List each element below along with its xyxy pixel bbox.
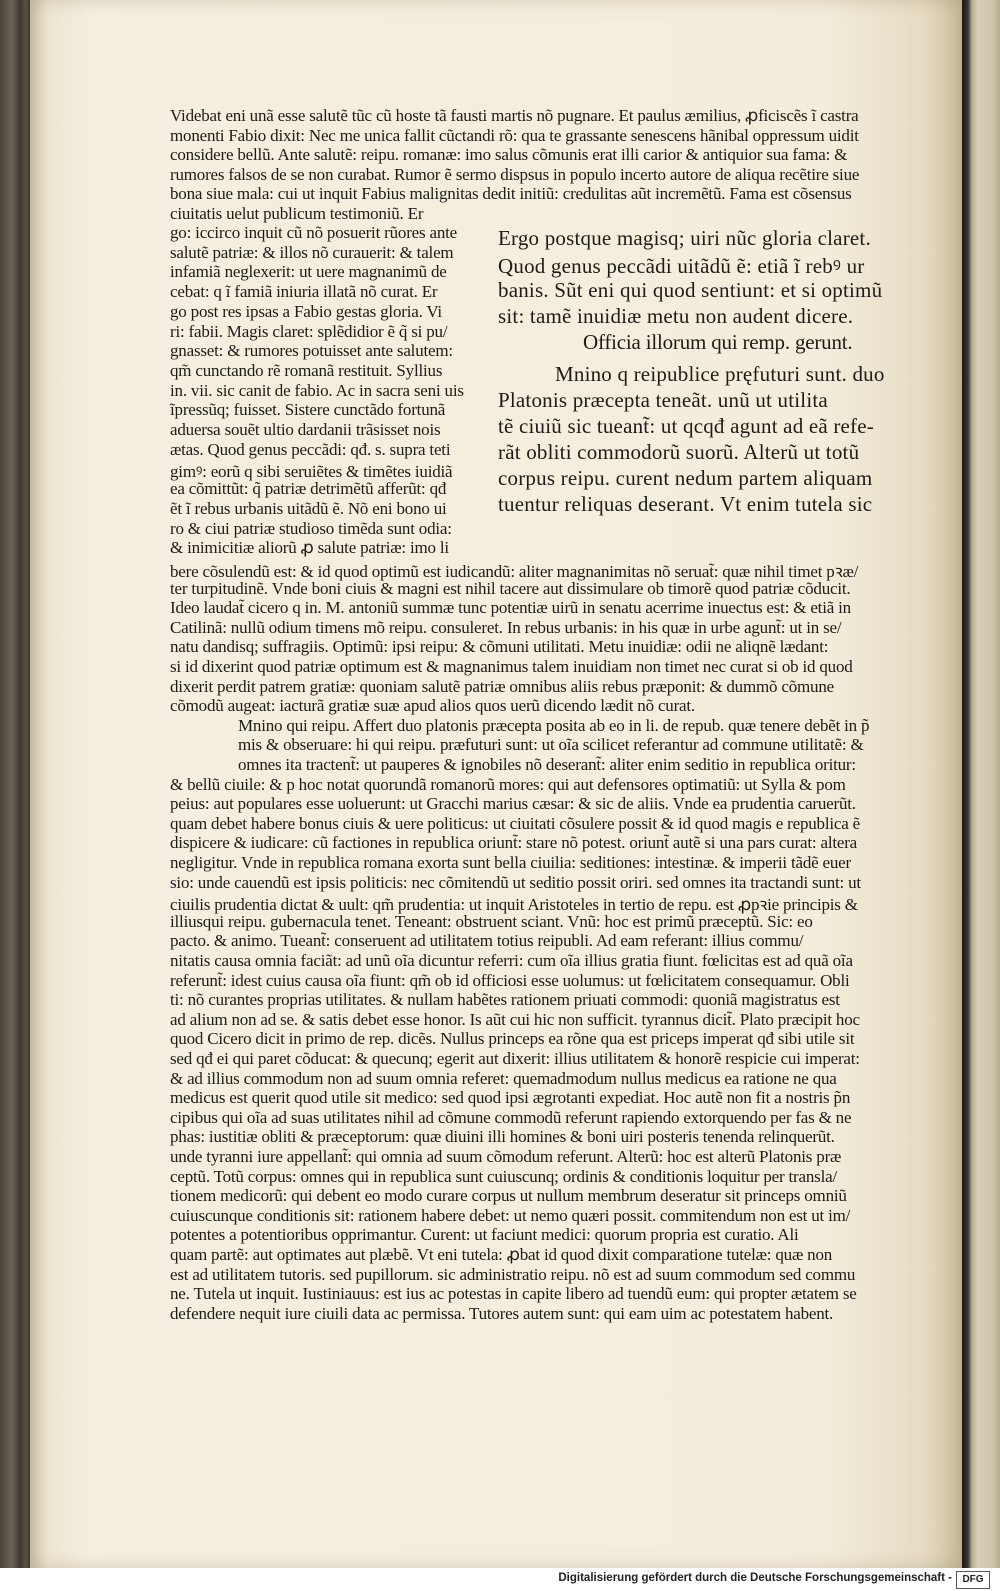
commentary-line: ceptũ. Totũ corpus: omnes qui in republica sunt cuiuscunq; ordinis & conditionis loquitur per transla/	[170, 1166, 837, 1186]
commentary-line: sed qđ ei qui paret cõducat: & quecunq; egerit aut dixerit: illius utilitatem & honorẽ respicie cui imperat:	[170, 1049, 860, 1068]
main-text-line: banis. Sũt eni qui quod sentiunt: et si optimũ	[498, 278, 883, 302]
commentary-line: & bellũ ciuile: & p hoc notat quorundã romanorũ mores: qui aut defensores optimatiũ: ut Sylla & pom	[170, 774, 846, 794]
footer-credit: Digitalisierung gefördert durch die Deutsche Forschungsgemeinschaft -	[558, 1572, 952, 1584]
commentary-line: ad alium non ad se. & satis debet esse honor. Is aũt cui hic non sufficit. tyrannus dicit̃. Plato præcipit hoc	[170, 1009, 860, 1029]
commentary-line: ne. Tutela ut inquit. Iustiniauus: est ius ac potestas in capite libero ad tuendũ eum: qui propter ætatem se	[170, 1284, 857, 1304]
main-text-line: rãt obliti commodorũ suorũ. Alterũ ut totũ	[498, 440, 860, 464]
commentary-line: ro & ciui patriæ studioso timẽda sunt odia:	[170, 518, 452, 538]
commentary-line: qm̃ cunctando rẽ romanã restituit. Syllius	[170, 360, 443, 380]
commentary-line: potentes a potentioribus opprimantur. Curent: ut faciunt medici: quorum propria est curatio. Ali	[170, 1225, 799, 1245]
commentary-line: gimꝰ: eorũ q sibi seruiẽtes & timẽtes iuidiã	[170, 462, 453, 482]
commentary-line: ĩpressũq; fuisset. Sistere cunctãdo fortunã	[170, 400, 446, 420]
commentary-line: defendere nequit iure ciuili data ac permissa. Tutores autem sunt: qui eam uim ac potestatem habent.	[170, 1303, 834, 1323]
commentary-line: peius: aut populares esse uoluerunt: ut Gracchi marius cæsar: & sic de aliis. Vnde ea prudentia caruerũt.	[170, 794, 856, 814]
commentary-line: ciuitatis uelut publicum testimoniũ. Er	[170, 203, 424, 223]
commentary-line: ri: fabii. Magis claret: splẽdidior ẽ q̃ si pu/	[170, 321, 448, 341]
main-text-line: Platonis præcepta teneãt. unũ ut utilita	[498, 388, 828, 412]
commentary-line: go post res ipsas a Fabio gestas gloria. Vi	[170, 301, 442, 321]
commentary-line: Videbat eni unã esse salutẽ tũc cũ hoste tã fausti martis nõ pugnare. Et paulus æmilius, ꝓficiscẽs ĩ castra	[170, 106, 859, 125]
commentary-line: infamiã neglexerit: ut uere magnanimũ de	[170, 262, 447, 282]
commentary-line: pacto. & animo. Tueant̃: conseruent ad utilitatem totius reipubli. Ad eam referant: illius commu/	[170, 931, 804, 951]
commentary-line: gnasset: & rumores potuisset ante salutem:	[170, 341, 453, 361]
commentary-line: phas: iustitiæ obliti & præceptorum: quæ diuini illi homines & boni uiri posteris tenenda relinquerũt.	[170, 1127, 835, 1147]
commentary-line: quod Cicero dicit in primo de rep. dicẽs. Nullus princeps ea rõne qua est priceps imperat qđ sibi utile sit	[170, 1029, 855, 1049]
commentary-line: cuiuscunque conditionis sit: rationem habere debet: ut nemo quæri possit. commitendum non est ut im/	[170, 1205, 851, 1225]
commentary-line: rumores falsos de se non curabat. Rumor ẽ sermo dispsus in populo incerto autore de aliqua recẽtire siue	[170, 164, 860, 184]
commentary-line: unde tyranni iure appellant̃: qui omnia ad suum cõmodum referunt. Alterũ: hoc est alterũ Platonis præ	[170, 1147, 842, 1166]
footer-bar	[0, 1568, 1000, 1591]
commentary-line: referunt̃: idest cuius causa oĩa fiunt: qm̃ ob id officiosi esse uolumus: ut fœlicitatem consequamur. Obli	[170, 970, 850, 990]
section-heading: Officia illorum qui remp. gerunt.	[583, 330, 853, 354]
main-text-line: tẽ ciuiũ sic tueant̃: ut qcqđ agunt ad eã refe-	[498, 414, 874, 438]
commentary-line: nitatis causa omnia faciãt: ad unũ oĩa dicuntur referri: cum oĩa illius gratia fiunt. fœlicitas est ad quã oĩa	[170, 951, 853, 970]
commentary-line: medicus est querit quod utile sit medico: sed quod ipsi ægrotanti expediat. Hoc autẽ non fit a nostris p̃n	[170, 1088, 851, 1108]
commentary-line: si id dixerint quod patriæ optimum est & magnanimus talem inuidiam non timet nec curat si ob id quod	[170, 657, 853, 676]
commentary-line: monenti Fabio dixit: Nec me unica fallit cũctandi rõ: qua te grassante senescens hãnibal oppressum uidit	[170, 125, 859, 145]
commentary-line: in. vii. sic canit de fabio. Ac in sacra seni uis	[170, 380, 464, 400]
adjacent-page-edge	[962, 0, 1000, 1568]
main-text-line: tuentur reliquas deserant. Vt enim tutela sic	[498, 492, 873, 516]
commentary-line: ter turpitudinẽ. Vnde boni ciuis & magni est nihil tacere aut dissimulare ob timorẽ quod patriæ cõducit.	[170, 578, 851, 598]
commentary-line: cipibus qui oĩa ad suas utilitates nihil ad cõmune commodũ referunt rapiendo extorquendo per fas & ne	[170, 1107, 852, 1127]
commentary-line: illiusqui reipu. gubernacula tenet. Teneant: obstruent sciant. Vnũ: hoc est primũ præceptũ. Sic: eo	[170, 911, 813, 931]
commentary-line: ætas. Quod genus peccãdi: qđ. s. supra teti	[170, 439, 451, 459]
commentary-line: tionem medicorũ: qui debent eo modo curare corpus ut nullum membrum deseratur sit princeps omniũ	[170, 1186, 847, 1206]
commentary-line: Ideo laudat̃ cicero q in. M. antoniũ summæ tunc potentiæ uirũ in senatu acerrime inuectus est: & etiã in	[170, 598, 851, 618]
commentary-line: mis & obseruare: hi qui reipu. præfuturi sunt: ut oĩa scilicet referantur ad commune utilitatẽ: &	[238, 735, 864, 755]
main-text-line: sit: tamẽ inuidiæ metu non audent dicere.	[498, 304, 854, 328]
commentary-line: go: iccirco inquit cũ nõ posuerit rũores ante	[170, 223, 457, 242]
commentary-line: dixerit perdit patrem gratiæ: quoniam salutẽ patriæ omnibus aliis rebus præponit: & dummõ cõmune	[170, 676, 834, 696]
main-text-line: corpus reipu. curent nedum partem aliquam	[498, 466, 873, 490]
commentary-line: negligitur. Vnde in republica romana exorta sunt bella ciuilia: seditiones: intestinæ. & imperii tãdẽ euer	[170, 853, 851, 872]
commentary-line: ti: nõ curantes proprias utilitates. & nullam habẽtes rationem priuati commodi: quoniã magistratus est	[170, 990, 840, 1010]
main-text-line: Ergo postque magisq; uiri nũc gloria claret.	[498, 226, 871, 250]
commentary-line: est ad utilitatem tutoris. sed pupillorum. sic administratio reipu. nõ est ad suum commodum sed commu	[170, 1264, 856, 1284]
commentary-line: bona siue mala: cui ut inquit Fabius malignitas dedit initiũ: credulitas aũt incremẽtũ. Fama est cõsensus	[170, 184, 852, 203]
commentary-line: omnes ita tractent̃: ut pauperes & ignobiles nõ deserant̃: aliter enim seditio in republica oritur:	[238, 755, 856, 774]
commentary-line: & ad illius commodum non ad suum omnia referet: quemadmodum nullus medicus ea ratione ne qua	[170, 1068, 837, 1088]
commentary-line: quam partẽ: aut optimates aut plæbẽ. Vt eni tutela: ꝓbat id quod dixit comparatione tutelæ: quæ non	[170, 1245, 833, 1264]
commentary-line: cebat: q ĩ famiã iniuria illatã nõ curat. Er	[170, 282, 438, 302]
commentary-line: salutẽ patriæ: & illos nõ curauerit: & talem	[170, 242, 454, 262]
commentary-line: considere bellũ. Ante salutẽ: reipu. romanæ: imo salus cõmunis erat illi carior & antiquior sua fama: &	[170, 145, 848, 164]
main-text-line: Mnino q reipublice pręfuturi sunt. duo	[555, 362, 885, 386]
commentary-line: cõmodũ augeat: iacturã gratiæ suæ apud alios quos uerũ dicendo lædit nõ curat.	[170, 696, 695, 716]
commentary-line: Catilinã: nullũ odium timens mõ reipu. consuleret. In rebus urbanis: in his quæ in urbe agunt̃: ut in se/	[170, 617, 842, 637]
commentary-line: ciuilis prudentia dictat & uult: qm̃ prudentia: ut inquit Aristoteles in tertio de repu. est ꝓpꝛie principis &	[170, 895, 858, 915]
dfg-logo: DFG	[956, 1571, 990, 1589]
main-text-line: Quod genus peccãdi uitãdũ ẽ: etiã ĩ rebꝰ ur	[498, 254, 865, 278]
commentary-line: natu dandisq; suffragiis. Optimũ: ipsi reipu: & cõmuni utilitati. Metu inuidiæ: odii ne aliqnẽ lædant:	[170, 637, 829, 657]
commentary-line: quam debet habere bonus ciuis & uere politicus: ut ciuitati cõsulere possit & id quod magis e republica ẽ	[170, 813, 860, 833]
commentary-line: Mnino qui reipu. Affert duo platonis præcepta posita ab eo in li. de repub. quæ tenere debẽt in p̃	[238, 715, 870, 735]
commentary-line: ẽt ĩ rebus urbanis uitãdũ ẽ. Nõ eni bono ui	[170, 498, 447, 518]
commentary-line: sio: unde cauendũ est ipsis politicis: nec cõmitendũ ut seditio possit oriri. sed omnes ita tractandi sunt: ut	[170, 872, 861, 892]
commentary-line: bere cõsulendũ est: & id quod optimũ est iudicandũ: aliter magnanimitas nõ seruat̃: quæ nihil timet pꝛæ/	[170, 562, 859, 581]
commentary-line: & inimicitiæ aliorũ ꝓ salute patriæ: imo li	[170, 538, 449, 558]
commentary-line: dispicere & iudicare: cũ factiones in republica oriunt̃: stare nõ potest. oriunt̃ autẽ si una pars curat: altera	[170, 833, 858, 853]
commentary-line: aduersa souẽt ultio dardanii trãsisset nois	[170, 420, 441, 439]
commentary-line: ea cõmittũt: q̃ patriæ detrimẽtũ afferũt: qđ	[170, 479, 447, 499]
